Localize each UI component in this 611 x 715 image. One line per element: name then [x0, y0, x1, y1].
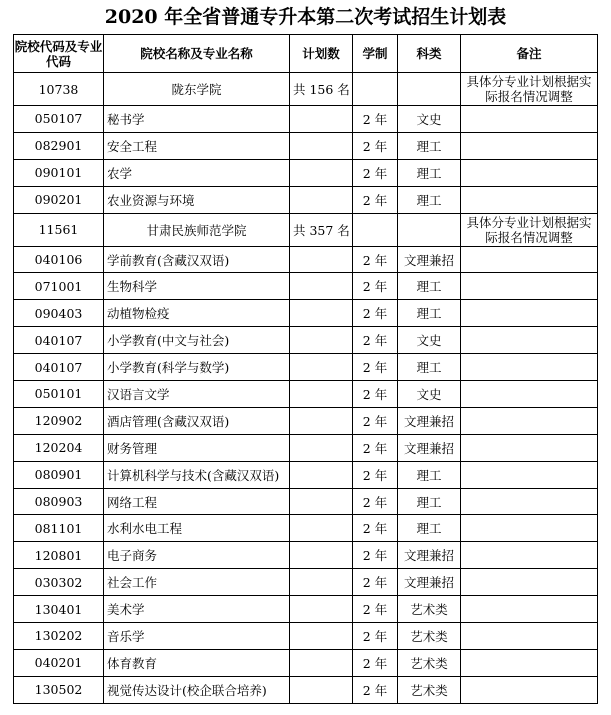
note-cell [461, 569, 598, 596]
plan-count-cell [290, 327, 353, 354]
subject-category-cell: 理工 [398, 273, 461, 300]
code-cell: 040201 [14, 649, 104, 676]
code-cell: 120801 [14, 542, 104, 569]
name-cell: 秘书学 [104, 106, 290, 133]
subject-category-cell [398, 73, 461, 106]
major-row [14, 186, 598, 213]
name-cell: 生物科学 [104, 273, 290, 300]
code-cell: 10738 [14, 73, 104, 106]
major-row [14, 461, 598, 488]
duration-cell: 2 年 [353, 434, 398, 461]
subject-category-cell: 文理兼招 [398, 246, 461, 273]
major-row [14, 676, 598, 703]
note-cell [461, 186, 598, 213]
major-row [14, 300, 598, 327]
name-cell: 社会工作 [104, 569, 290, 596]
subject-category-cell: 理工 [398, 461, 461, 488]
name-cell: 学前教育(含藏汉双语) [104, 246, 290, 273]
name-cell: 视觉传达设计(校企联合培养) [104, 676, 290, 703]
subject-category-cell: 理工 [398, 159, 461, 186]
subject-category-cell: 理工 [398, 488, 461, 515]
plan-count-cell [290, 273, 353, 300]
duration-cell: 2 年 [353, 381, 398, 408]
major-row [14, 354, 598, 381]
name-cell: 美术学 [104, 596, 290, 623]
header-years: 学制 [353, 35, 398, 73]
plan-count-cell [290, 676, 353, 703]
header-subject: 科类 [398, 35, 461, 73]
duration-cell: 2 年 [353, 596, 398, 623]
duration-cell: 2 年 [353, 623, 398, 650]
header-note: 备注 [461, 35, 598, 73]
subject-category-cell: 理工 [398, 515, 461, 542]
name-cell: 陇东学院 [104, 73, 290, 106]
code-cell: 050101 [14, 381, 104, 408]
plan-count-cell [290, 515, 353, 542]
subject-category-cell: 文史 [398, 106, 461, 133]
duration-cell [353, 213, 398, 246]
note-cell [461, 354, 598, 381]
name-cell: 农业资源与环境 [104, 186, 290, 213]
major-row [14, 132, 598, 159]
note-cell [461, 596, 598, 623]
note-cell [461, 407, 598, 434]
major-row [14, 246, 598, 273]
header-plan: 计划数 [290, 35, 353, 73]
plan-count-cell [290, 354, 353, 381]
major-row [14, 515, 598, 542]
name-cell: 小学教育(科学与数学) [104, 354, 290, 381]
note-cell [461, 649, 598, 676]
plan-count-cell [290, 407, 353, 434]
note-cell [461, 676, 598, 703]
code-cell: 130401 [14, 596, 104, 623]
school-row [14, 73, 598, 106]
duration-cell: 2 年 [353, 515, 398, 542]
name-cell: 财务管理 [104, 434, 290, 461]
name-cell: 汉语言文学 [104, 381, 290, 408]
major-row [14, 159, 598, 186]
subject-category-cell: 文史 [398, 381, 461, 408]
subject-category-cell: 文史 [398, 327, 461, 354]
duration-cell: 2 年 [353, 106, 398, 133]
note-cell [461, 488, 598, 515]
table-header-row [14, 35, 598, 73]
major-row [14, 596, 598, 623]
code-cell: 090403 [14, 300, 104, 327]
name-cell: 音乐学 [104, 623, 290, 650]
code-cell: 081101 [14, 515, 104, 542]
subject-category-cell: 艺术类 [398, 676, 461, 703]
duration-cell: 2 年 [353, 186, 398, 213]
code-cell: 080903 [14, 488, 104, 515]
duration-cell: 2 年 [353, 246, 398, 273]
plan-count-cell [290, 649, 353, 676]
duration-cell: 2 年 [353, 407, 398, 434]
note-cell [461, 515, 598, 542]
school-row [14, 213, 598, 246]
note-cell [461, 381, 598, 408]
code-cell: 130202 [14, 623, 104, 650]
duration-cell: 2 年 [353, 327, 398, 354]
plan-count-cell [290, 569, 353, 596]
plan-count-cell [290, 246, 353, 273]
code-cell: 090101 [14, 159, 104, 186]
code-cell: 040107 [14, 354, 104, 381]
duration-cell: 2 年 [353, 542, 398, 569]
duration-cell: 2 年 [353, 488, 398, 515]
duration-cell: 2 年 [353, 132, 398, 159]
note-cell [461, 106, 598, 133]
subject-category-cell: 艺术类 [398, 596, 461, 623]
duration-cell [353, 73, 398, 106]
note-cell [461, 623, 598, 650]
table-body [14, 73, 598, 704]
subject-category-cell: 文理兼招 [398, 569, 461, 596]
plan-count-cell [290, 434, 353, 461]
duration-cell: 2 年 [353, 569, 398, 596]
header-code: 院校代码及专业代码 [14, 35, 104, 73]
plan-count-cell [290, 542, 353, 569]
code-cell: 080901 [14, 461, 104, 488]
subject-category-cell: 文理兼招 [398, 407, 461, 434]
note-cell [461, 132, 598, 159]
major-row [14, 649, 598, 676]
major-row [14, 273, 598, 300]
plan-count-cell: 共 156 名 [290, 73, 353, 106]
duration-cell: 2 年 [353, 676, 398, 703]
plan-count-cell [290, 159, 353, 186]
code-cell: 040106 [14, 246, 104, 273]
code-cell: 130502 [14, 676, 104, 703]
page-title: 2020 年全省普通专升本第二次考试招生计划表 [104, 6, 507, 28]
major-row [14, 106, 598, 133]
subject-category-cell: 理工 [398, 132, 461, 159]
plan-count-cell [290, 381, 353, 408]
plan-count-cell [290, 106, 353, 133]
duration-cell: 2 年 [353, 159, 398, 186]
code-cell: 120204 [14, 434, 104, 461]
name-cell: 动植物检疫 [104, 300, 290, 327]
major-row [14, 407, 598, 434]
plan-count-cell: 共 357 名 [290, 213, 353, 246]
code-cell: 090201 [14, 186, 104, 213]
duration-cell: 2 年 [353, 461, 398, 488]
plan-count-cell [290, 488, 353, 515]
subject-category-cell: 艺术类 [398, 623, 461, 650]
subject-category-cell: 艺术类 [398, 649, 461, 676]
header-name: 院校名称及专业名称 [104, 35, 290, 73]
note-cell [461, 300, 598, 327]
plan-count-cell [290, 596, 353, 623]
major-row [14, 488, 598, 515]
code-cell: 030302 [14, 569, 104, 596]
note-cell [461, 542, 598, 569]
major-row [14, 381, 598, 408]
code-cell: 082901 [14, 132, 104, 159]
name-cell: 体育教育 [104, 649, 290, 676]
major-row [14, 542, 598, 569]
name-cell: 甘肃民族师范学院 [104, 213, 290, 246]
major-row [14, 434, 598, 461]
subject-category-cell: 理工 [398, 354, 461, 381]
name-cell: 水利水电工程 [104, 515, 290, 542]
note-cell [461, 461, 598, 488]
name-cell: 酒店管理(含藏汉双语) [104, 407, 290, 434]
code-cell: 120902 [14, 407, 104, 434]
code-cell: 040107 [14, 327, 104, 354]
duration-cell: 2 年 [353, 649, 398, 676]
plan-count-cell [290, 300, 353, 327]
plan-count-cell [290, 461, 353, 488]
code-cell: 11561 [14, 213, 104, 246]
subject-category-cell: 文理兼招 [398, 434, 461, 461]
major-row [14, 569, 598, 596]
plan-count-cell [290, 186, 353, 213]
note-cell [461, 273, 598, 300]
note-cell [461, 159, 598, 186]
name-cell: 网络工程 [104, 488, 290, 515]
subject-category-cell: 文理兼招 [398, 542, 461, 569]
code-cell: 050107 [14, 106, 104, 133]
note-cell: 具体分专业计划根据实际报名情况调整 [461, 213, 598, 246]
major-row [14, 623, 598, 650]
name-cell: 小学教育(中文与社会) [104, 327, 290, 354]
note-cell [461, 246, 598, 273]
subject-category-cell: 理工 [398, 300, 461, 327]
note-cell [461, 327, 598, 354]
duration-cell: 2 年 [353, 354, 398, 381]
code-cell: 071001 [14, 273, 104, 300]
duration-cell: 2 年 [353, 300, 398, 327]
plan-count-cell [290, 623, 353, 650]
name-cell: 电子商务 [104, 542, 290, 569]
name-cell: 农学 [104, 159, 290, 186]
plan-count-cell [290, 132, 353, 159]
major-row [14, 327, 598, 354]
enrollment-plan-table [13, 34, 598, 704]
duration-cell: 2 年 [353, 273, 398, 300]
note-cell [461, 434, 598, 461]
subject-category-cell [398, 213, 461, 246]
note-cell: 具体分专业计划根据实际报名情况调整 [461, 73, 598, 106]
name-cell: 安全工程 [104, 132, 290, 159]
subject-category-cell: 理工 [398, 186, 461, 213]
name-cell: 计算机科学与技术(含藏汉双语) [104, 461, 290, 488]
